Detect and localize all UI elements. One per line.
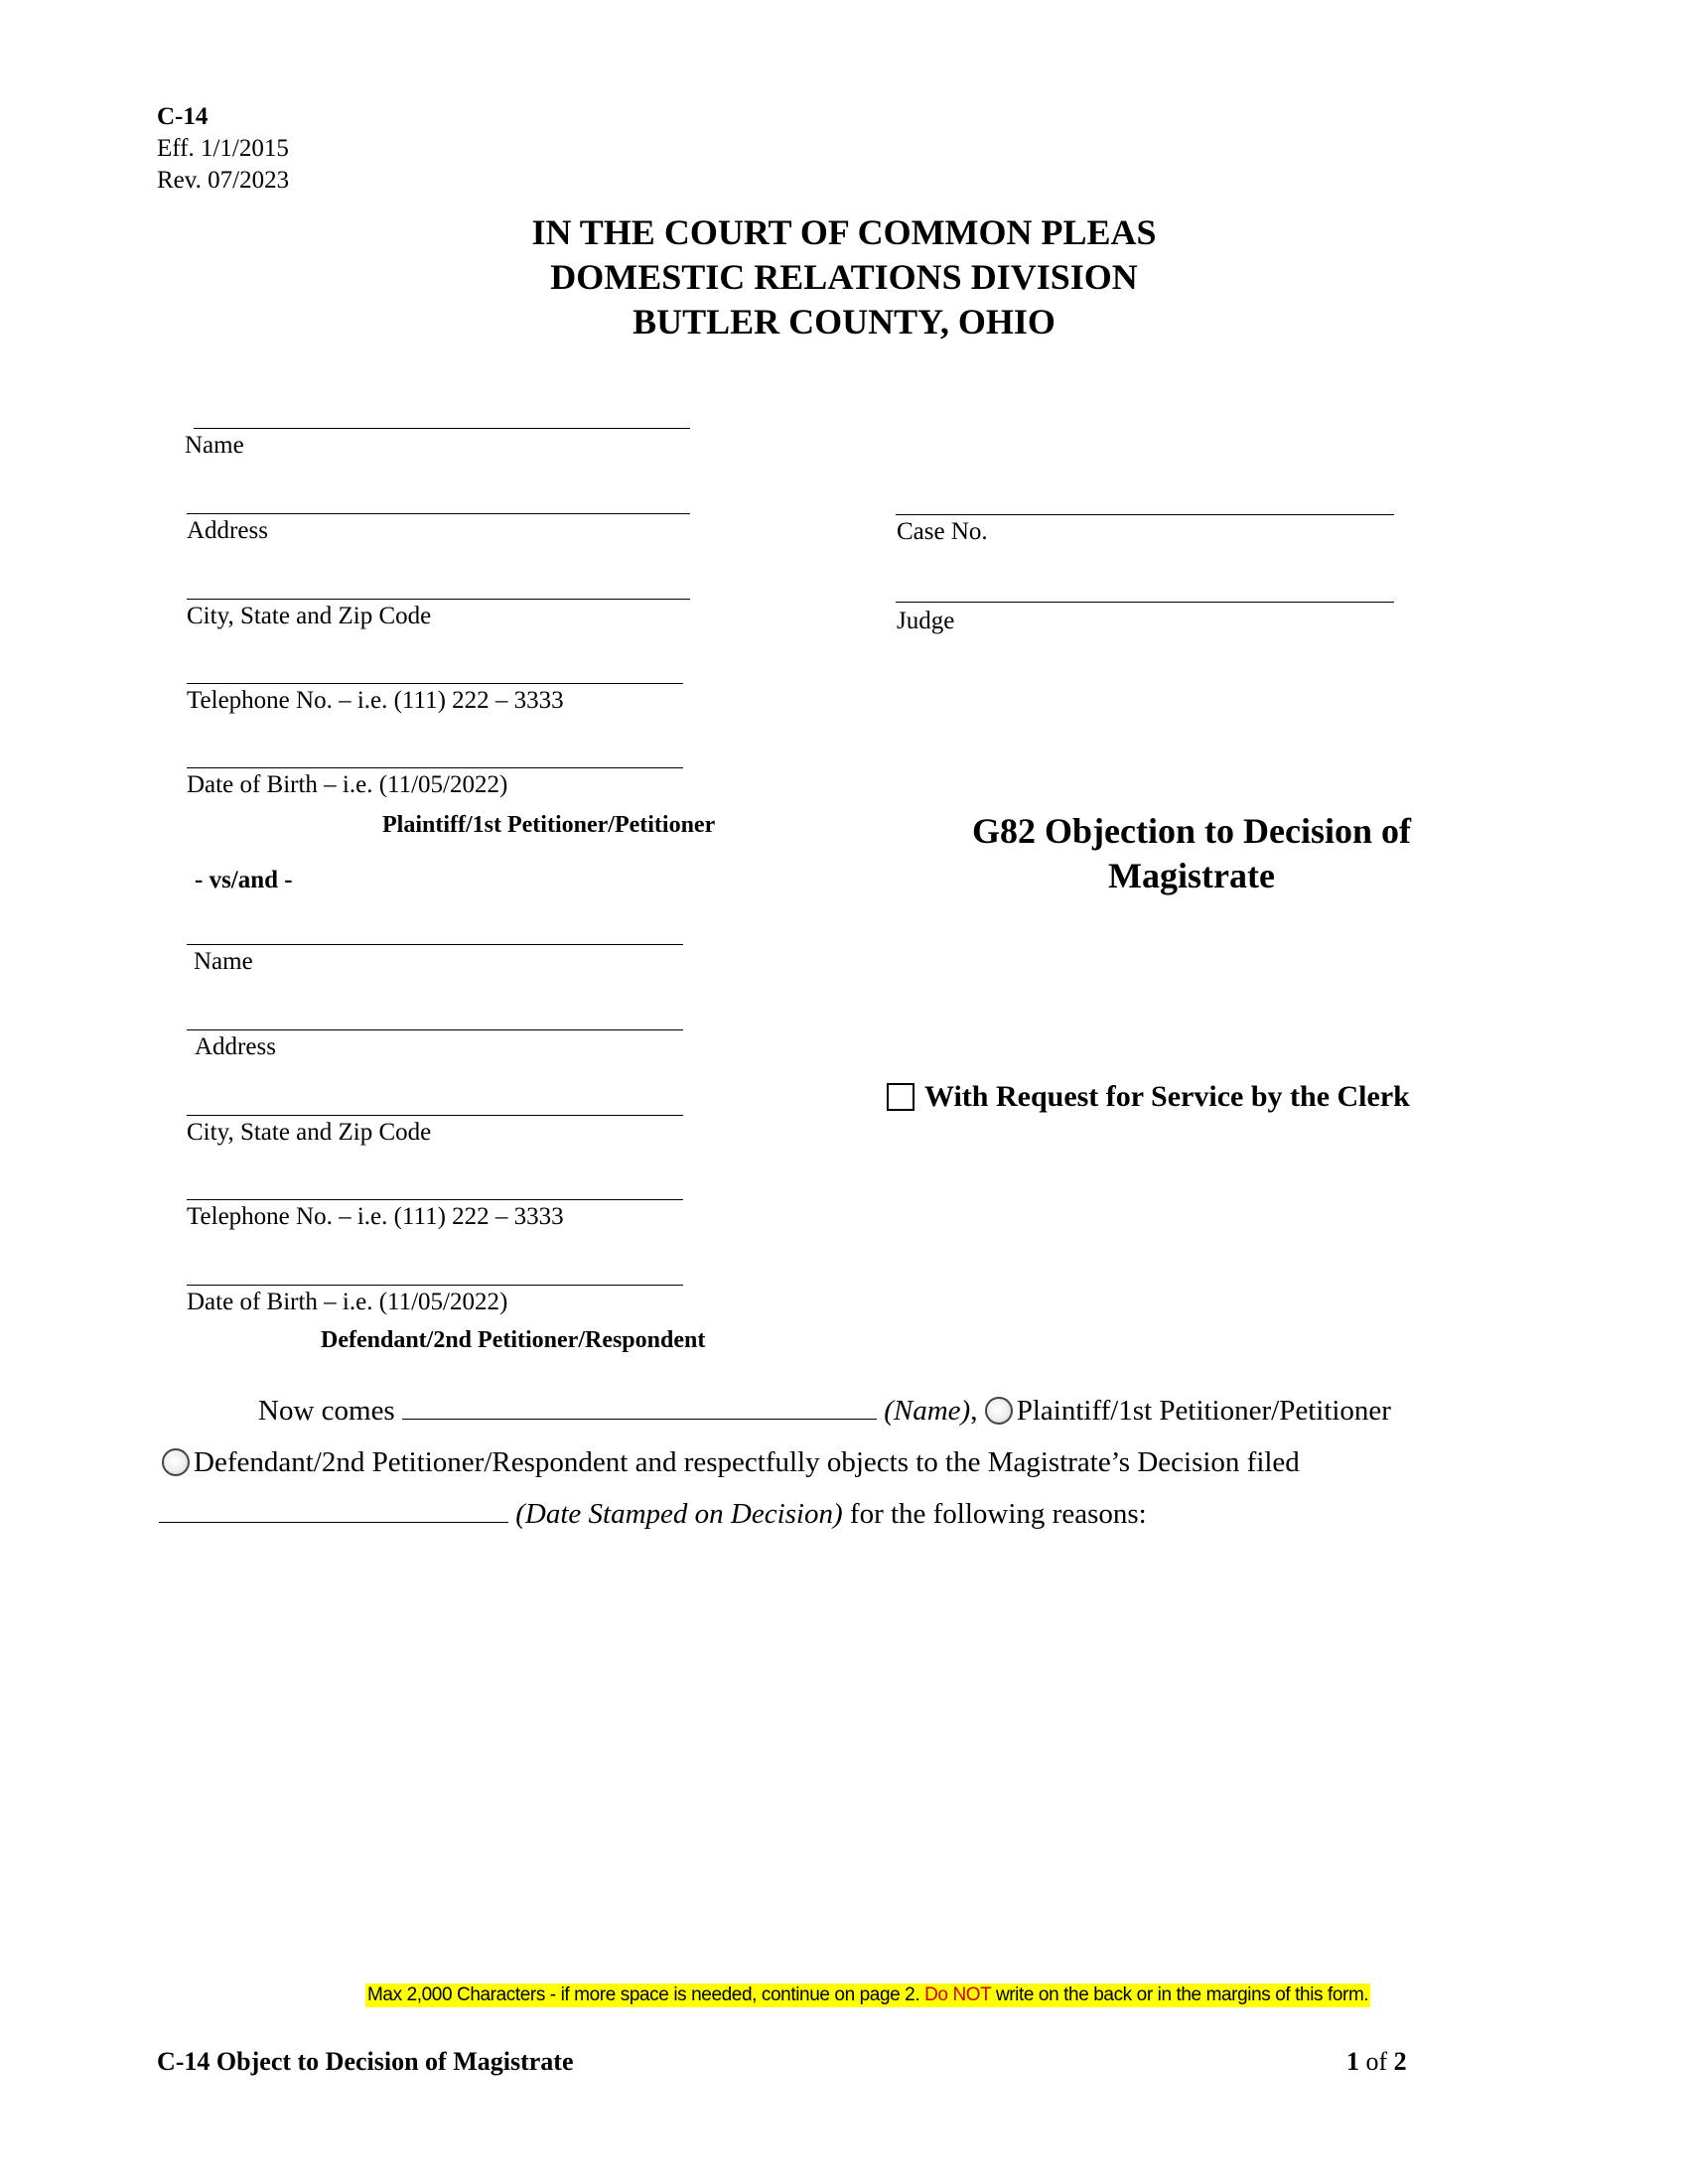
character-limit-note [365,1983,1370,2007]
defendant-dob-field[interactable] [187,1285,683,1286]
judge-field[interactable] [896,602,1394,603]
court-header-line-1: IN THE COURT OF COMMON PLEAS [531,212,1157,252]
plaintiff-radio[interactable] [985,1397,1013,1425]
form-effective-date: Eff. 1/1/2015 [157,135,289,162]
case-number-field[interactable] [896,514,1394,515]
objector-name-field[interactable] [402,1395,877,1420]
decision-date-field[interactable] [159,1498,508,1523]
reasons-text-area[interactable] [159,1559,1470,1956]
form-code: C-14 [157,103,209,130]
plaintiff-address-field[interactable] [187,513,690,514]
body-line-2 [162,1446,1300,1479]
now-comes-text: Now comes [258,1395,395,1427]
defendant-city-label: City, State and Zip Code [187,1119,432,1146]
defendant-role-label: Defendant/2nd Petitioner/Respondent [321,1327,706,1353]
plaintiff-phone-label: Telephone No. – i.e. (111) 222 – 3333 [187,687,564,714]
note-part-2: write on the back or in the margins of this form. [995,1984,1369,2005]
plaintiff-role-label: Plaintiff/1st Petitioner/Petitioner [382,812,716,838]
service-request-checkbox[interactable] [887,1083,914,1111]
reasons-text: for the following reasons: [849,1498,1147,1530]
page-total: 2 [1393,2047,1407,2076]
plaintiff-city-label: City, State and Zip Code [187,603,432,629]
comma: , [970,1395,978,1427]
defendant-name-label: Name [194,948,253,975]
form-revision-date: Rev. 07/2023 [157,167,290,194]
plaintiff-city-field[interactable] [187,599,690,600]
body-line-3 [159,1498,1147,1531]
name-hint: (Name) [884,1395,971,1427]
defendant-address-label: Address [195,1033,276,1060]
plaintiff-name-field[interactable] [194,428,690,429]
body-line-1 [258,1395,1391,1428]
service-request-option[interactable] [887,1080,1410,1114]
defendant-radio[interactable] [162,1448,190,1476]
page-current: 1 [1346,2047,1359,2076]
service-request-label: With Request for Service by the Clerk [924,1080,1410,1113]
objects-text: and respectfully objects to the Magistrate’s Decision filed [634,1446,1300,1478]
court-header-line-3: BUTLER COUNTY, OHIO [633,302,1055,341]
defendant-dob-label: Date of Birth – i.e. (11/05/2022) [187,1289,508,1315]
page-indicator [1346,2047,1407,2077]
defendant-phone-label: Telephone No. – i.e. (111) 222 – 3333 [187,1203,564,1230]
defendant-phone-field[interactable] [187,1199,683,1200]
defendant-city-field[interactable] [187,1115,683,1116]
plaintiff-dob-label: Date of Birth – i.e. (11/05/2022) [187,771,508,798]
defendant-address-field[interactable] [187,1029,683,1030]
defendant-option-label: Defendant/2nd Petitioner/Respondent [194,1446,629,1478]
plaintiff-address-label: Address [187,517,268,544]
court-header [0,210,1688,344]
plaintiff-phone-field[interactable] [187,683,683,684]
footer-form-title: C-14 Object to Decision of Magistrate [157,2047,574,2076]
form-identifier [157,101,289,197]
judge-label: Judge [897,608,955,634]
document-title: G82 Objection to Decision of Magistrate [972,811,1411,895]
plaintiff-dob-field[interactable] [187,767,683,768]
page-of: of [1365,2047,1388,2076]
plaintiff-name-label: Name [185,432,244,459]
date-hint: (Date Stamped on Decision) [515,1498,843,1530]
vs-label: - vs/and - [195,867,293,893]
plaintiff-option-label: Plaintiff/1st Petitioner/Petitioner [1016,1395,1391,1427]
case-number-label: Case No. [897,518,988,545]
note-warning: Do NOT [924,1984,992,2005]
court-header-line-2: DOMESTIC RELATIONS DIVISION [550,257,1138,297]
note-part-1: Max 2,000 Characters - if more space is needed, continue on page 2. [367,1984,920,2005]
defendant-name-field[interactable] [187,944,683,945]
